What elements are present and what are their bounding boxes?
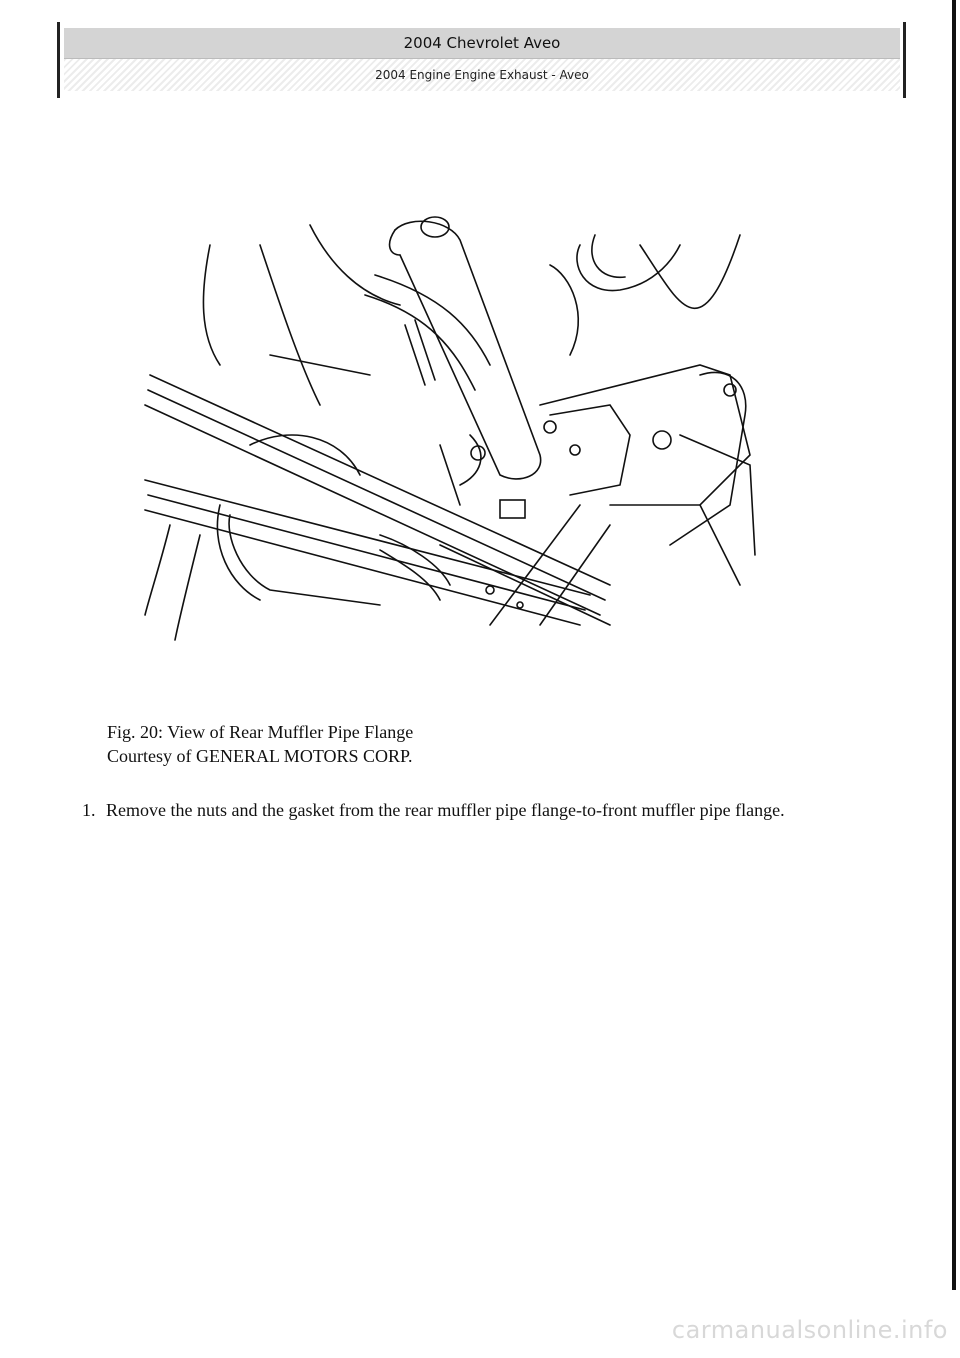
watermark: carmanualsonline.info xyxy=(671,1316,948,1344)
rear-muffler-flange-illustration xyxy=(140,205,760,645)
figure-caption-credit: Courtesy of GENERAL MOTORS CORP. xyxy=(107,746,413,766)
step-number: 1. xyxy=(82,800,96,820)
step-text: Remove the nuts and the gasket from the rear muffler pipe flange-to-front muffler pipe flange. xyxy=(106,800,785,820)
header-right-rule xyxy=(903,22,906,98)
page-right-edge xyxy=(952,0,956,1290)
header-title: 2004 Chevrolet Aveo xyxy=(64,28,900,59)
header-subtitle: 2004 Engine Engine Exhaust - Aveo xyxy=(64,59,900,91)
page-header xyxy=(64,28,900,92)
figure-caption-title: Fig. 20: View of Rear Muffler Pipe Flange xyxy=(107,722,414,742)
figure-caption xyxy=(107,720,413,768)
header-left-rule xyxy=(57,22,60,98)
